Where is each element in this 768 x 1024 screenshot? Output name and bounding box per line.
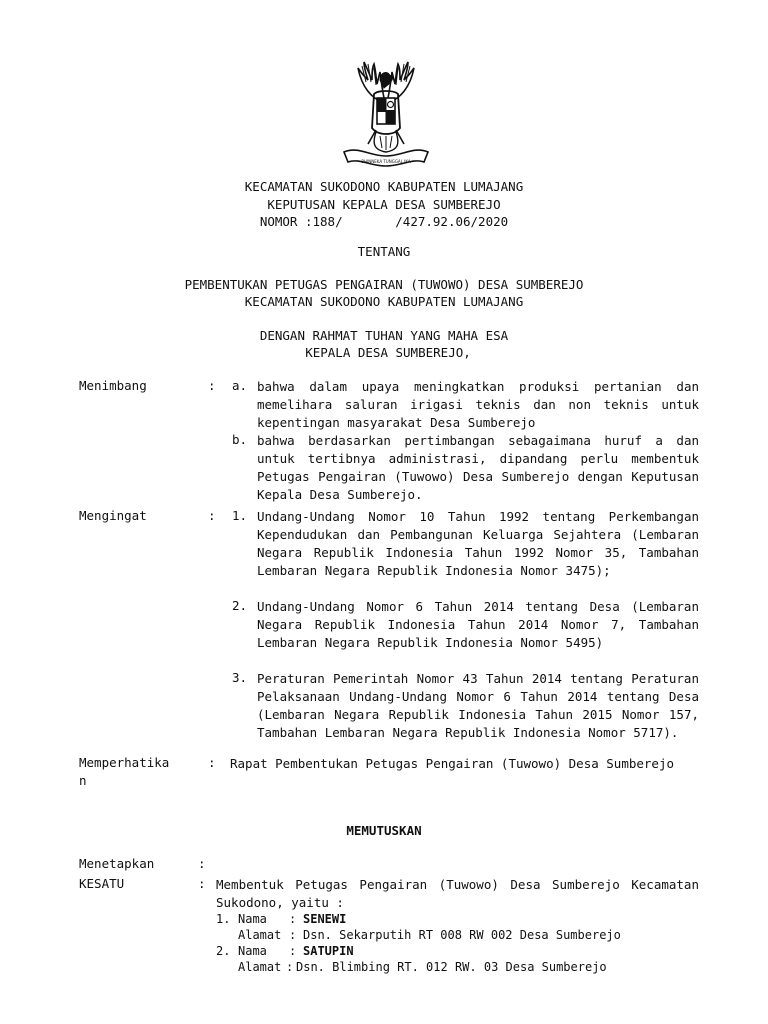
kesatu-colon: : [198,876,206,891]
mengingat-item-mark: 2. [232,598,248,613]
header-line-2: KEPUTUSAN KEPALA DESA SUMBEREJO [267,197,501,212]
menimbang-colon: : [208,378,216,393]
menimbang-item-text: bahwa berdasarkan pertimbangan sebagaimana huruf a dan untuk tertibnya administrasi, dipandang perlu membentuk Petugas Pengairan (Tuwowo) Desa Sumberejo dengan Keputusan Kepala Desa Sumberejo. [257,433,699,502]
tentang-heading: TENTANG [357,244,411,259]
kepala-desa-line: KEPALA DESA SUMBEREJO, [305,345,471,360]
memperhatikan-label: Memperhatika [79,755,170,770]
menimbang-item-mark: a. [232,378,248,393]
person-alamat-sep: : [286,960,294,974]
person-nama: SENEWI [303,912,347,926]
memutuskan-heading: MEMUTUSKAN [346,823,422,838]
mengingat-item-text: Undang-Undang Nomor 10 Tahun 1992 tentang Perkembangan Kependudukan dan Pembangunan Keluarga Sejahtera (Lembaran Negara Republik Indonesia Tahun 1992 Nomor 35, Tambahan Lembaran Negara Republik Indonesia Nomor 3475); [257,509,699,578]
memperhatikan-label-wrap: n [79,773,87,788]
garuda-emblem-icon [332,58,440,174]
person-nama: SATUPIN [303,944,354,958]
person-number: 1. [216,912,231,926]
kesatu-text: Membentuk Petugas Pengairan (Tuwowo) Desa Sumberejo Kecamatan Sukodono, yaitu : [216,877,699,910]
menimbang-label: Menimbang [79,378,147,393]
svg-text:BHINNEKA TUNGGAL IKA: BHINNEKA TUNGGAL IKA [361,159,411,164]
person-alamat: Dsn. Sekarputih RT 008 RW 002 Desa Sumberejo [303,928,621,942]
mengingat-item-mark: 1. [232,508,248,523]
subject-line-1: PEMBENTUKAN PETUGAS PENGAIRAN (TUWOWO) DESA SUMBEREJO [184,277,584,292]
person-alamat-label: Alamat [238,928,282,942]
mengingat-item-text: Undang-Undang Nomor 6 Tahun 2014 tentang Desa (Lembaran Negara Republik Indonesia Tahun 2014 Nomor 7, Tambahan Lembaran Negara Republik Indonesia Nomor 5495) [257,599,699,650]
person-nama-label: Nama [238,912,267,926]
header-line-1: KECAMATAN SUKODONO KABUPATEN LUMAJANG [244,179,524,194]
person-alamat-sep: : [289,928,297,942]
person-nama-label: Nama [238,944,267,958]
mengingat-item-text: Peraturan Pemerintah Nomor 43 Tahun 2014 tentang Peraturan Pelaksanaan Undang-Undang Nomor 6 Tahun 2014 tentang Desa (Lembaran Negara Republik Indonesia Tahun 2015 Nomor 157, Tambahan Lembaran Negara Republik Indonesia Nomor 5717). [257,671,699,740]
mengingat-colon: : [208,508,216,523]
person-nama-sep: : [289,944,297,958]
person-number: 2. [216,944,231,958]
mengingat-item-mark: 3. [232,670,248,685]
kesatu-label: KESATU [79,876,125,891]
person-alamat: Dsn. Blimbing RT. 012 RW. 03 Desa Sumberejo [296,960,607,974]
menimbang-item-mark: b. [232,432,248,447]
mengingat-label: Mengingat [79,508,147,523]
header-number: NOMOR :188/ /427.92.06/2020 [259,214,509,229]
menimbang-item-text: bahwa dalam upaya meningkatkan produksi pertanian dan memelihara saluran irigasi teknis dan non teknis untuk kepentingan masyarakat Desa Sumberejo [257,379,699,430]
person-nama-sep: : [289,912,297,926]
subject-line-2: KECAMATAN SUKODONO KABUPATEN LUMAJANG [244,294,524,309]
rahmat-line: DENGAN RAHMAT TUHAN YANG MAHA ESA [259,328,509,343]
memperhatikan-text: Rapat Pembentukan Petugas Pengairan (Tuwowo) Desa Sumberejo [230,756,675,771]
person-alamat-label: Alamat [238,960,282,974]
menetapkan-label: Menetapkan [79,856,155,871]
memperhatikan-colon: : [208,755,216,770]
menetapkan-colon: : [198,856,206,871]
